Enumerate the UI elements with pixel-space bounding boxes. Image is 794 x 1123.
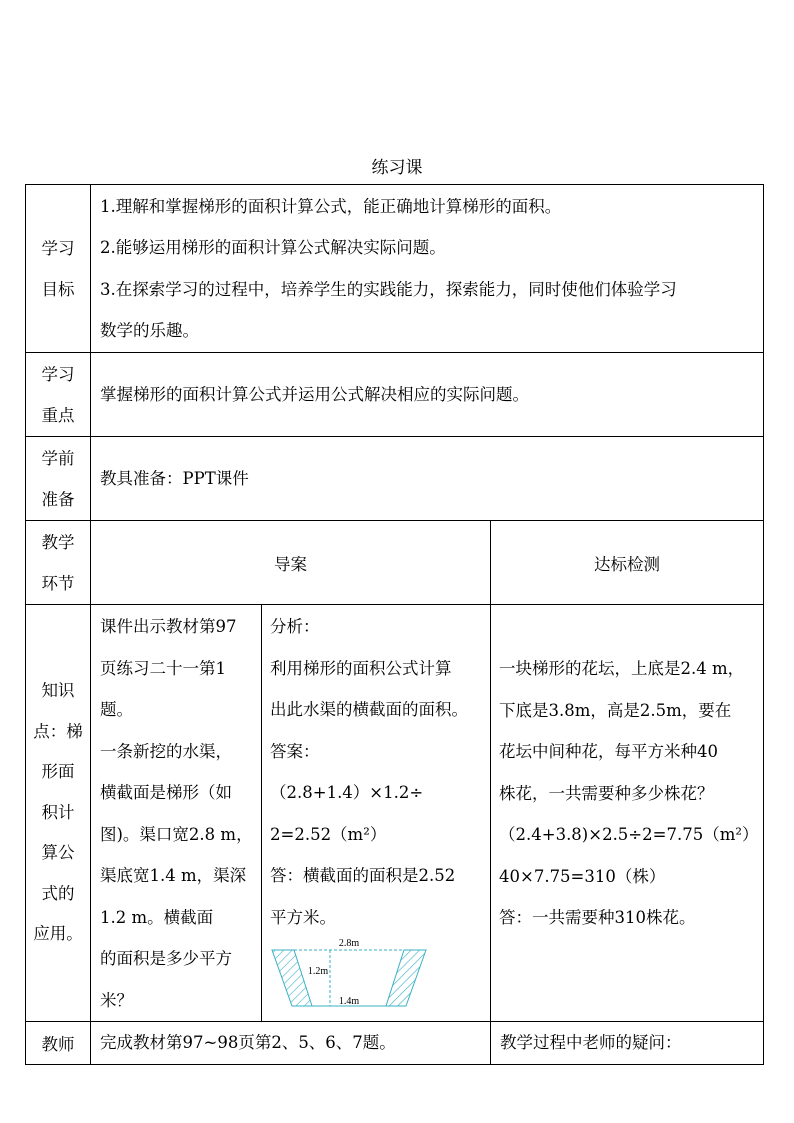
goal-line: 1.理解和掌握梯形的面积计算公式，能正确地计算梯形的面积。: [100, 196, 562, 216]
row-preparation: [26, 437, 764, 521]
row-goals: [26, 185, 764, 353]
trapezoid-figure: [270, 938, 488, 1013]
knowledge-problem: 课件出示教材第97 页练习二十一第1 题。 一条新挖的水渠， 横截面是梯形（如 图)。渠口宽2.8 m， 渠底宽1.4 m，渠深 1.2 m。横截面 的面积是多少平方 米？: [91, 605, 262, 1022]
goal-line: 数学的乐趣。: [100, 321, 199, 340]
row-key-points: [26, 353, 764, 437]
label-stage: 教学 环节: [26, 521, 91, 605]
label-height: 1.2m: [307, 966, 329, 977]
label-bottom-width: 1.4m: [338, 996, 360, 1007]
label-key-points: 学习 重点: [26, 353, 91, 437]
goal-line: 3.在探索学习的过程中，培养学生的实践能力，探索能力，同时使他们体验学习: [100, 279, 677, 299]
goal-line: 2.能够运用梯形的面积计算公式解决实际问题。: [100, 238, 446, 257]
trapezoid-diagram: [270, 938, 430, 1013]
label-preparation: 学前 准备: [26, 437, 91, 521]
row-teacher: [26, 1022, 764, 1065]
label-teacher: 教师: [26, 1022, 91, 1065]
label-knowledge: 知识 点：梯 形面 积计 算公 式的 应用。: [26, 605, 91, 1022]
row-stage-header: [26, 521, 764, 605]
label-goals: 学习 目标: [26, 185, 91, 353]
page-title: 练习课: [371, 158, 423, 178]
key-points-content: 掌握梯形的面积计算公式并运用公式解决相应的实际问题。: [91, 353, 764, 437]
right-bank-hatch: [386, 950, 426, 1006]
label-top-width: 2.8m: [338, 938, 360, 949]
lesson-plan-table: [25, 184, 764, 1065]
header-check: 达标检测: [491, 521, 764, 605]
knowledge-analysis: 分析： 利用梯形的面积公式计算 出此水渠的横截面的面积。 答案： （2.8+1.4）×1.2÷ 2=2.52（m²） 答：横截面的面积是2.52 平方米。 2.8m 1.2m 1.4m: [262, 605, 491, 1022]
knowledge-check: 一块梯形的花坛，上底是2.4 m， 下底是3.8m，高是2.5m，要在 花坛中间种花，每平方米种40 株花，一共需要种多少株花？ （2.4+3.8)×2.5÷2=7.75（m²） 40×7.75=310（株） 答：一共需要种310株花。: [491, 605, 764, 1022]
left-bank-hatch: [272, 950, 312, 1006]
teacher-task: 完成教材第97~98页第2、5、6、7题。: [91, 1022, 491, 1065]
goals-content: [91, 185, 764, 353]
header-guide: 导案: [91, 521, 491, 605]
teacher-question: 教学过程中老师的疑问：: [491, 1022, 764, 1065]
row-knowledge: [26, 605, 764, 1022]
preparation-content: 教具准备：PPT课件: [91, 437, 764, 521]
